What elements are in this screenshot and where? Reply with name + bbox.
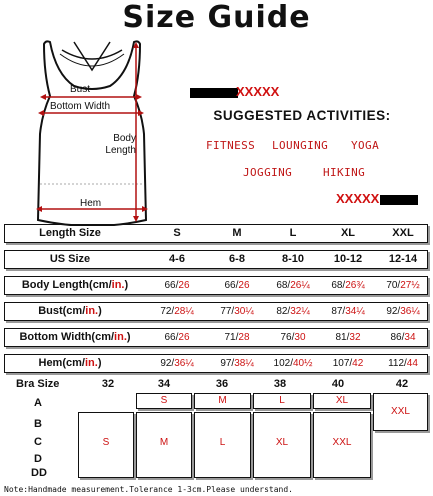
label-cm: Hem(cm/ [38,357,85,369]
table-cell: 76/30 [280,332,306,343]
label-cm: Bottom Width(cm/ [19,331,115,343]
bra-size-label: Bra Size [16,378,60,390]
label-in: in. [85,305,99,317]
label-in: in. [111,279,125,291]
table-cell: 97/38¼ [220,358,254,369]
bra-box-a-34: S [136,393,192,409]
row-header [5,355,135,372]
length-size-row [4,224,428,243]
bra-box-34: M [136,412,192,478]
cup-a: A [34,397,42,409]
bra-band-36: 36 [215,378,229,390]
table-cell: 102/40½ [273,358,313,369]
activities-heading: SUGGESTED ACTIVITIES: [213,108,391,123]
bra-band-42: 42 [395,378,409,390]
bottom-width-row [4,328,428,347]
bra-band-34: 34 [157,378,171,390]
table-cell: 70/27½ [386,280,420,291]
label-in: in. [84,357,98,369]
label-in: in. [114,331,127,343]
hem-label: Hem [80,198,102,209]
bra-band-40: 40 [331,378,345,390]
us-size-row [4,250,428,269]
cup-b: B [34,418,42,430]
body-length-label-1: Body [113,133,136,144]
table-cell: 8-10 [281,253,305,265]
table-cell: L [289,227,297,239]
table-cell: XL [340,227,356,239]
table-cell: 82/32¼ [276,306,310,317]
cup-d: D [34,453,42,465]
table-cell: 66/26 [164,332,190,343]
body-length-label-2: Length [105,145,136,156]
page-title: Size Guide [122,0,311,35]
row-header [5,329,145,346]
tank-top-diagram [22,34,162,226]
decorative-bar-right [380,195,418,205]
bra-box-a-36: M [194,393,251,409]
bra-box-40: XXL [313,412,371,478]
hem-row [4,354,428,373]
bra-box-a-42: XXL [373,393,428,431]
table-cell: 87/34¼ [331,306,365,317]
table-cell: 81/32 [335,332,361,343]
table-cell: 66/26 [164,280,190,291]
footnote: Note:Handmade measurement.Tolerance 1-3cm.Please understand. [4,485,293,494]
activity-hiking: HIKING [323,166,366,179]
table-cell: 6-8 [229,253,245,265]
bra-box-a-40: XL [313,393,371,409]
activity-jogging: JOGGING [243,166,293,179]
row-header [5,303,135,320]
label-cm: Bust(cm/ [38,305,86,317]
body-length-row [4,276,428,295]
table-cell: 107/42 [332,358,364,369]
table-cell: 72/28¼ [160,306,194,317]
stitch-marks-right: XXXXX [336,191,380,206]
table-cell: 92/36¼ [160,358,194,369]
table-cell: 66/26 [224,280,250,291]
table-cell: 12-14 [388,253,418,265]
table-cell: 112/44 [388,358,418,369]
bra-box-38: XL [253,412,311,478]
table-cell: XXL [392,227,414,239]
table-cell: 10-12 [333,253,363,265]
label-end: ) [97,357,102,369]
bra-box-36: L [194,412,251,478]
cup-dd: DD [31,467,47,479]
table-cell: 77/30¼ [220,306,254,317]
stitch-marks-left: XXXXX [236,84,280,99]
decorative-bar-left [190,88,238,98]
bra-box-a-38: L [253,393,311,409]
table-cell: 68/26¾ [331,280,365,291]
label-cm: Body Length(cm/ [21,279,112,291]
row-header: Length Size [39,227,101,239]
bust-label: Bust [70,84,91,95]
bra-band-38: 38 [273,378,287,390]
bra-box-32: S [78,412,134,478]
activity-lounging: LOUNGING [272,139,329,152]
table-cell: 86/34 [390,332,416,343]
table-cell: M [232,227,242,239]
row-header: US Size [49,253,91,265]
label-end: ) [98,305,102,317]
table-cell: 92/36¼ [386,306,420,317]
table-cell: 71/28 [224,332,250,343]
table-cell: S [173,227,181,239]
label-end: ) [124,279,129,291]
activity-fitness: FITNESS [206,139,256,152]
cup-c: C [34,436,42,448]
table-cell: 68/26¼ [276,280,310,291]
bra-band-32: 32 [101,378,115,390]
bottom-width-label: Bottom Width [50,101,111,112]
row-header [5,277,145,294]
bust-row [4,302,428,321]
label-end: ) [126,331,131,343]
activity-yoga: YOGA [351,139,380,152]
table-cell: 4-6 [169,253,185,265]
